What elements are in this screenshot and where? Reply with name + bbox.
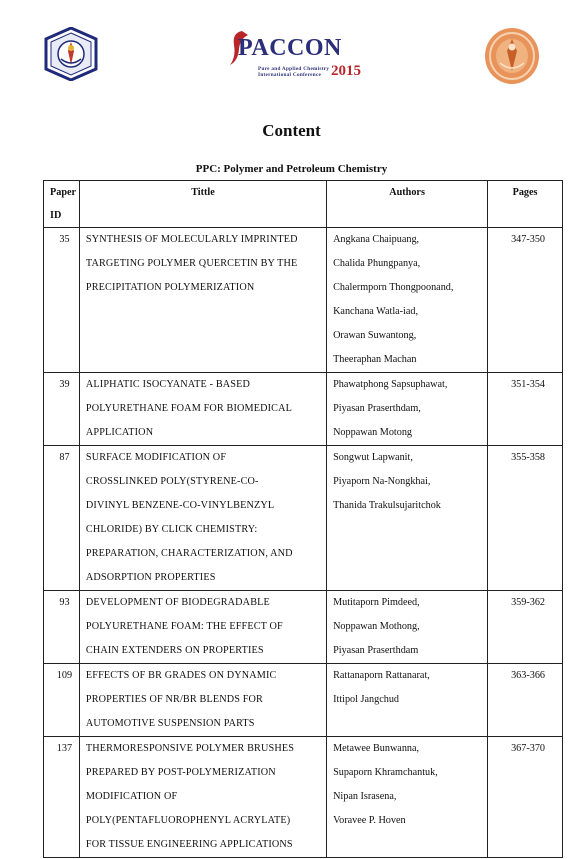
author-name: Ittipol Jangchud xyxy=(333,694,400,705)
author-name: Mutitaporn Pimdeed, xyxy=(333,597,420,608)
author-name: Chalermporn Thongpoonand, xyxy=(333,282,454,293)
contents-table xyxy=(43,180,563,858)
paper-pages: 355-358 xyxy=(488,446,563,591)
paper-title-line: ALIPHATIC ISOCYANATE - BASED xyxy=(85,379,250,390)
column-header-paper-id xyxy=(44,181,80,228)
page-header xyxy=(0,0,583,112)
brand-year: 2015 xyxy=(331,63,361,79)
paper-title-line: TARGETING POLYMER QUERCETIN BY THE xyxy=(85,258,298,269)
paper-title-line: PREPARED BY POST-POLYMERIZATION xyxy=(85,767,276,778)
brand-tagline-1: Pure and Applied Chemistry xyxy=(258,66,330,72)
paper-pages: 363-366 xyxy=(488,664,563,737)
table-row xyxy=(44,591,563,664)
paper-title-line: AUTOMOTIVE SUSPENSION PARTS xyxy=(85,718,255,729)
column-header-authors: Authors xyxy=(327,181,488,228)
paper-title-line: CHAIN EXTENDERS ON PROPERTIES xyxy=(85,645,264,656)
section-heading: PPC: Polymer and Petroleum Chemistry xyxy=(195,163,388,175)
author-name: Nipan Israsena, xyxy=(333,791,397,802)
column-header-paper-id-line2: ID xyxy=(50,210,62,221)
paper-authors xyxy=(327,591,488,664)
paper-title-line: THERMORESPONSIVE POLYMER BRUSHES xyxy=(85,743,295,754)
paper-pages: 359-362 xyxy=(488,591,563,664)
author-name: Rattanaporn Rattanarat, xyxy=(333,670,430,681)
author-name: Metawee Bunwanna, xyxy=(333,743,420,754)
table-row xyxy=(44,446,563,591)
paper-title-line: POLYURETHANE FOAM: THE EFFECT OF xyxy=(85,621,283,632)
paper-title xyxy=(79,228,326,373)
table-row xyxy=(44,664,563,737)
author-name: Supaporn Khramchantuk, xyxy=(333,767,438,778)
paper-authors xyxy=(327,446,488,591)
author-name: Theeraphan Machan xyxy=(333,354,417,365)
table-row xyxy=(44,737,563,858)
paper-pages: 367-370 xyxy=(488,737,563,858)
author-name: Piyasan Praserthdam, xyxy=(333,403,421,414)
paper-authors xyxy=(327,373,488,446)
paper-title xyxy=(79,373,326,446)
paper-id: 87 xyxy=(44,446,80,591)
paper-title-line: PREPARATION, CHARACTERIZATION, AND xyxy=(85,548,293,559)
brand-tagline-2: International Conference xyxy=(258,72,322,78)
author-name: Songwut Lapwanit, xyxy=(333,452,413,463)
paper-pages: 347-350 xyxy=(488,228,563,373)
paper-title-line: APPLICATION xyxy=(85,427,154,438)
author-name: Piyaporn Na-Nongkhai, xyxy=(333,476,431,487)
paccon-2015-logo xyxy=(226,27,371,83)
paper-title-line: EFFECTS OF BR GRADES ON DYNAMIC xyxy=(85,670,277,681)
paper-id: 35 xyxy=(44,228,80,373)
university-seal-right-logo xyxy=(484,27,540,85)
paper-title-line: PRECIPITATION POLYMERIZATION xyxy=(85,282,255,293)
page-title: Content xyxy=(262,121,321,140)
paper-pages: 351-354 xyxy=(488,373,563,446)
paper-title xyxy=(79,591,326,664)
author-name: Noppawan Mothong, xyxy=(333,621,420,632)
author-name: Noppawan Motong xyxy=(333,427,413,438)
author-name: Voravee P. Hoven xyxy=(333,815,406,826)
author-name: Orawan Suwantong, xyxy=(333,330,417,341)
author-name: Angkana Chaipuang, xyxy=(333,234,420,245)
column-header-pages: Pages xyxy=(488,181,563,228)
paper-title-line: DEVELOPMENT OF BIODEGRADABLE xyxy=(85,597,270,608)
author-name: Chalida Phungpanya, xyxy=(333,258,421,269)
paper-title-line: FOR TISSUE ENGINEERING APPLICATIONS xyxy=(85,839,293,850)
paper-title-line: SYNTHESIS OF MOLECULARLY IMPRINTED xyxy=(85,234,298,245)
paper-title-line: MODIFICATION OF xyxy=(85,791,178,802)
author-name: Piyasan Praserthdam xyxy=(333,645,419,656)
table-row xyxy=(44,373,563,446)
paper-title-line: ADSORPTION PROPERTIES xyxy=(85,572,216,583)
paper-title xyxy=(79,664,326,737)
paper-title-line: PROPERTIES OF NR/BR BLENDS FOR xyxy=(85,694,264,705)
paper-title-line: SURFACE MODIFICATION OF xyxy=(85,452,227,463)
paper-authors xyxy=(327,664,488,737)
paper-id: 93 xyxy=(44,591,80,664)
paper-authors xyxy=(327,228,488,373)
author-name: Kanchana Watla-iad, xyxy=(333,306,419,317)
brand-wordmark: PACCON xyxy=(238,35,342,61)
paper-title-line: POLYURETHANE FOAM FOR BIOMEDICAL xyxy=(85,403,293,414)
column-header-title: Tittle xyxy=(79,181,326,228)
column-header-paper-id-line1: Paper xyxy=(50,187,77,198)
author-name: Thanida Trakulsujaritchok xyxy=(333,500,441,511)
paper-title-line: POLY(PENTAFLUOROPHENYL ACRYLATE) xyxy=(85,815,291,826)
university-seal-left-logo xyxy=(44,27,98,81)
paper-title-line: CROSSLINKED POLY(STYRENE-CO- xyxy=(85,476,259,487)
table-row xyxy=(44,228,563,373)
paper-title xyxy=(79,446,326,591)
paper-id: 109 xyxy=(44,664,80,737)
paper-id: 39 xyxy=(44,373,80,446)
table-header-row xyxy=(44,181,563,228)
author-name: Phawatphong Sapsuphawat, xyxy=(333,379,448,390)
paper-id: 137 xyxy=(44,737,80,858)
paper-title xyxy=(79,737,326,858)
paper-authors xyxy=(327,737,488,858)
paper-title-line: DIVINYL BENZENE-CO-VINYLBENZYL xyxy=(85,500,275,511)
paper-title-line: CHLORIDE) BY CLICK CHEMISTRY: xyxy=(85,524,258,535)
